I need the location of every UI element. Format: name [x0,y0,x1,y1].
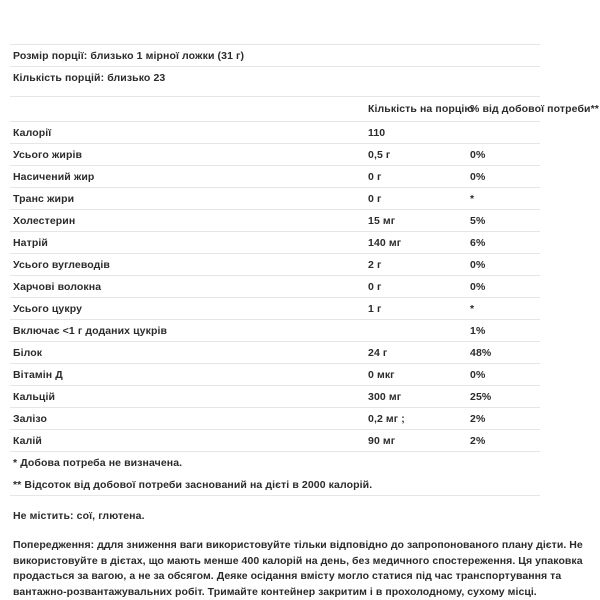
nutrient-name: Усього жирів [10,144,365,166]
nutrient-amount: 24 г [365,342,467,364]
nutrient-daily-value: 48% [467,342,540,364]
nutrient-daily-value: 6% [467,232,540,254]
table-row [10,210,540,232]
table-row [10,298,540,320]
nutrient-amount: 1 г [365,298,467,320]
nutrient-amount: 0,2 мг ; [365,408,467,430]
table-row [10,188,540,210]
nutrition-table [10,96,599,452]
nutrient-amount: 2 г [365,254,467,276]
serving-size-row: Розмір порції: близько 1 мірної ложки (31 г) [10,44,540,66]
nutrient-daily-value: 1% [467,320,540,342]
nutrient-daily-value: * [467,298,540,320]
nutrient-name: Вітамін Д [10,364,365,386]
table-row [10,342,540,364]
nutrient-name: Калій [10,430,365,452]
table-row [10,320,540,342]
nutrient-amount: 110 [365,122,467,144]
footnote-single-asterisk: * Добова потреба не визначена. [13,457,183,469]
nutrient-daily-value: 2% [467,430,540,452]
nutrition-table-body [10,122,540,452]
nutrient-amount: 0 г [365,166,467,188]
nutrient-amount: 0 г [365,276,467,298]
footnotes [10,452,540,496]
table-row [10,254,540,276]
table-row [10,144,540,166]
nutrient-name: Насичений жир [10,166,365,188]
nutrient-daily-value: 2% [467,408,540,430]
table-row [10,408,540,430]
nutrient-amount: 0 мкг [365,364,467,386]
table-row [10,430,540,452]
column-header-amount: Кількість на порцію [365,97,467,122]
nutrient-daily-value: 0% [467,166,540,188]
table-header-row [10,97,540,122]
nutrient-name: Включає <1 г доданих цукрів [10,320,365,342]
nutrient-daily-value: 25% [467,386,540,408]
column-header-nutrient [10,97,365,122]
table-row [10,276,540,298]
nutrient-daily-value: 5% [467,210,540,232]
nutrient-name: Усього цукру [10,298,365,320]
nutrient-name: Кальцій [10,386,365,408]
nutrient-name: Холестерин [10,210,365,232]
nutrient-amount: 140 мг [365,232,467,254]
nutrient-daily-value [467,122,540,144]
nutrient-name: Калорії [10,122,365,144]
servings-per-container-row: Кількість порцій: близько 23 [10,66,540,88]
footnote-double-asterisk: ** Відсоток від добової потреби заснований на дієті в 2000 калорій. [10,474,540,496]
nutrient-daily-value: 0% [467,276,540,298]
nutrient-amount: 15 мг [365,210,467,232]
nutrient-name: Залізо [10,408,365,430]
warning-statement: Попередження: ддля зниження ваги використовуйте тільки відповідно до запропонованого плану дієти. Не використовуйте в дієтах, що мають менше 400 калорій на день, без медичного спостереження. Ця упаковка продасться за вагою, а не за обсягом. Деяке осідання вмісту могло статися під час транспортування та вантажно-розвантажувальних робіт. Тримайте контейнер закритим і в прохолодному, сухому місці. [13,539,583,598]
nutrient-amount: 90 мг [365,430,467,452]
nutrient-amount: 0,5 г [365,144,467,166]
serving-information [10,0,590,88]
nutrient-daily-value: 0% [467,144,540,166]
nutrient-daily-value: 0% [467,364,540,386]
free-from-statement: Не містить: сої, глютена. [13,510,145,522]
nutrition-table-header [10,97,599,122]
nutrient-daily-value: 0% [467,254,540,276]
table-row [10,386,540,408]
nutrient-amount: 300 мг [365,386,467,408]
nutrient-daily-value: * [467,188,540,210]
nutrient-name: Транс жири [10,188,365,210]
nutrient-name: Усього вуглеводів [10,254,365,276]
nutrient-name: Харчові волокна [10,276,365,298]
table-row [10,232,540,254]
nutrient-amount [365,320,467,342]
table-row [10,364,540,386]
table-row [10,122,540,144]
table-row [10,166,540,188]
nutrient-name: Натрій [10,232,365,254]
nutrient-name: Білок [10,342,365,364]
column-header-daily-value: % від добової потреби** [467,97,540,122]
nutrient-amount: 0 г [365,188,467,210]
